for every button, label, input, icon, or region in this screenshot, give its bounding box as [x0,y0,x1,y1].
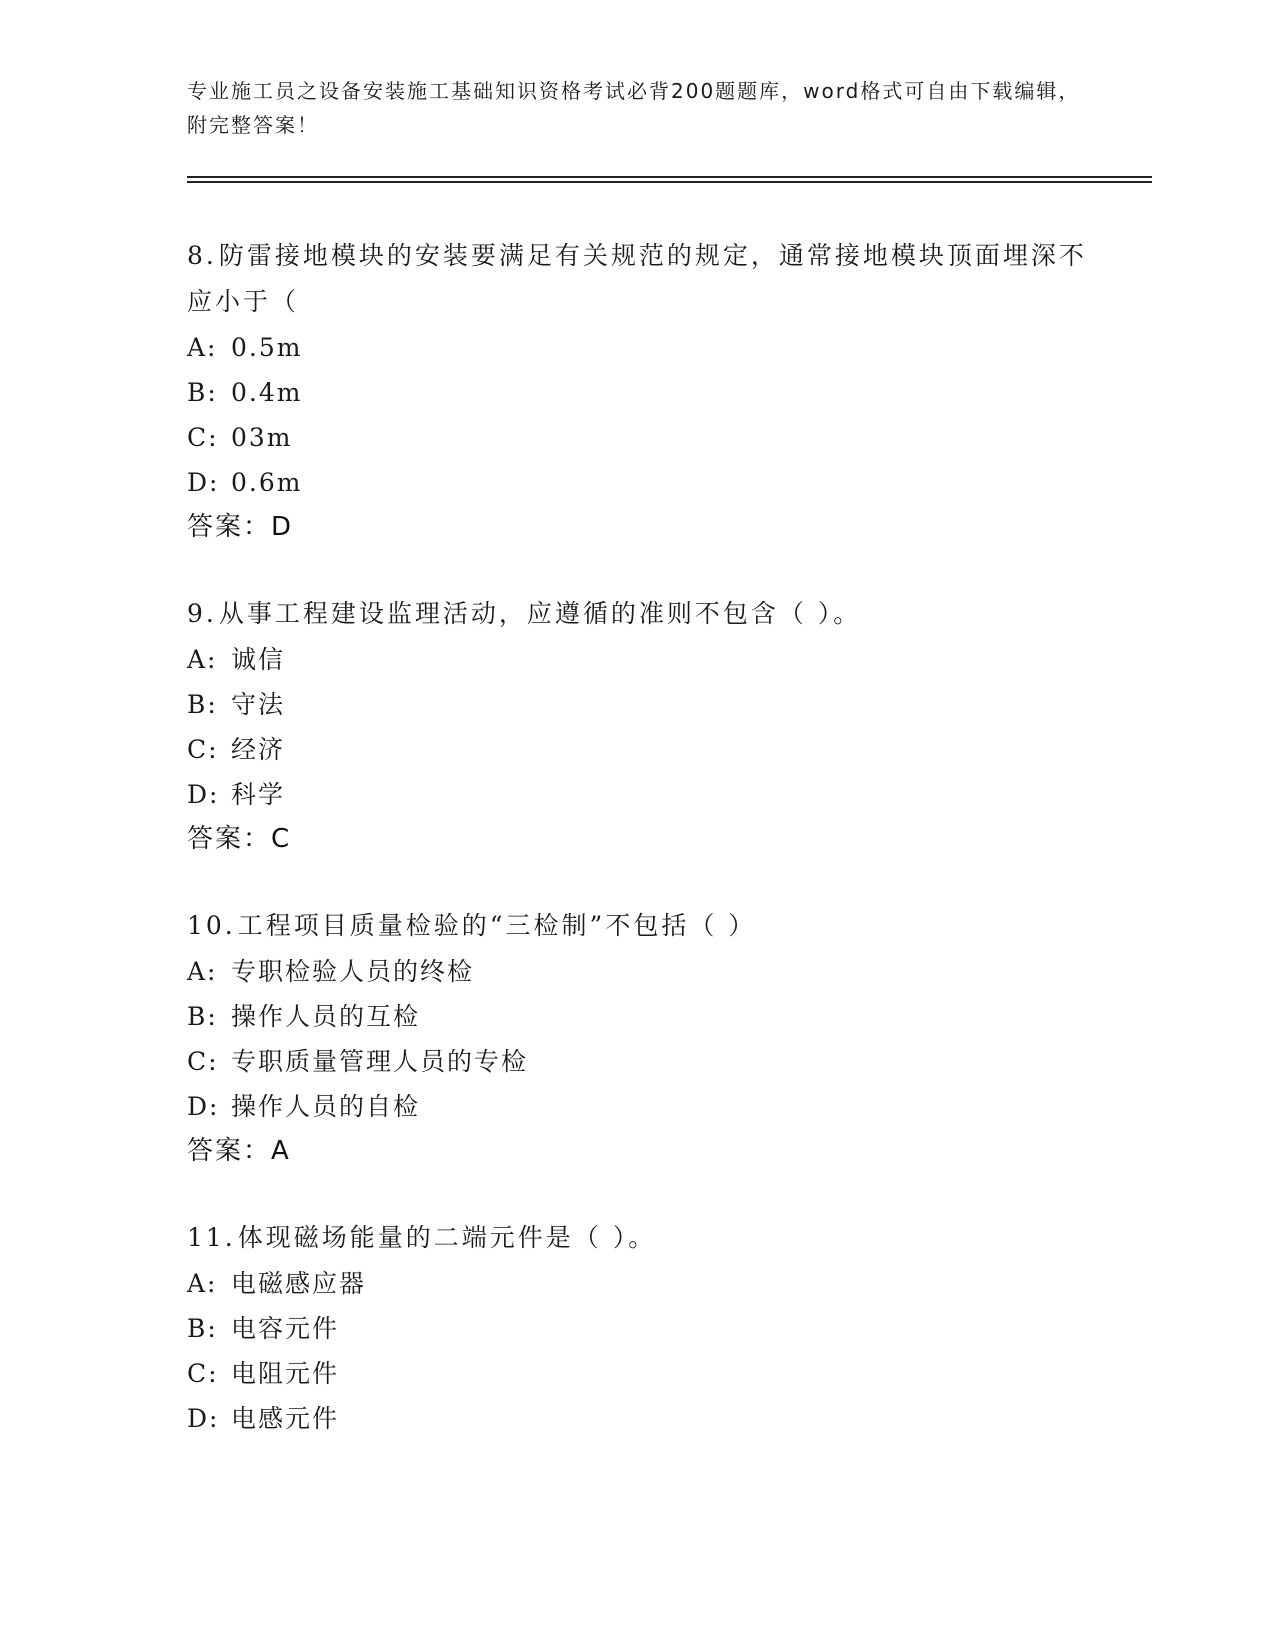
question-stem: 从事工程建设监理活动，应遵循的准则不包含（ ）。 [218,599,862,628]
question-list [187,233,1107,1482]
option-label: A: [187,645,218,674]
option-text: 0.5m [231,333,303,362]
option-text: 操作人员的自检 [231,1092,421,1121]
option-label: B: [187,378,218,407]
option-d [187,1084,1107,1129]
option-label: C: [187,1359,219,1388]
option-label: C: [187,423,219,452]
header-divider-bottom [187,181,1152,183]
option-label: A: [187,333,218,362]
option-label: C: [187,735,219,764]
question-number: 10. [187,911,236,940]
option-text: 电容元件 [231,1314,340,1343]
option-text: 03m [231,423,293,452]
option-d [187,460,1107,505]
option-label: D: [187,780,220,809]
option-text: 0.6m [231,468,303,497]
option-text: 专职检验人员的终检 [231,957,475,986]
question-text [187,903,1107,949]
option-text: 0.4m [231,378,303,407]
option-b [187,994,1107,1039]
option-c [187,415,1107,460]
option-text: 守法 [231,690,286,719]
question-number: 8. [187,241,217,270]
option-a [187,325,1107,370]
option-text: 诚信 [231,645,286,674]
option-d [187,772,1107,817]
option-text: 操作人员的互检 [231,1002,421,1031]
option-c [187,1351,1107,1396]
option-b [187,370,1107,415]
question-stem: 体现磁场能量的二端元件是（ ）。 [237,1223,657,1252]
option-label: D: [187,468,220,497]
option-text: 科学 [231,780,286,809]
option-label: D: [187,1092,220,1121]
question-text [187,591,1107,637]
option-label: B: [187,1002,218,1031]
question-item [187,1215,1107,1441]
answer-line: 答案：C [187,824,292,854]
option-a [187,637,1107,682]
question-text [187,233,1107,325]
question-item [187,903,1107,1174]
question-number: 9. [187,599,217,628]
header-divider-top [187,176,1152,178]
option-text: 经济 [231,735,286,764]
option-text: 电感元件 [231,1404,340,1433]
option-text: 电阻元件 [231,1359,340,1388]
option-label: B: [187,1314,218,1343]
option-label: D: [187,1404,220,1433]
option-d [187,1396,1107,1441]
question-number: 11. [187,1223,236,1252]
document-header: 专业施工员之设备安装施工基础知识资格考试必背200题题库，word格式可自由下载编辑，附完整答案！ [187,79,1081,137]
option-text: 专职质量管理人员的专检 [231,1047,529,1076]
option-b [187,1306,1107,1351]
question-text [187,1215,1107,1261]
answer-line: 答案：A [187,1136,291,1166]
option-text: 电磁感应器 [231,1269,367,1298]
option-label: B: [187,690,218,719]
option-b [187,682,1107,727]
option-c [187,727,1107,772]
option-a [187,949,1107,994]
option-label: C: [187,1047,219,1076]
question-stem: 防雷接地模块的安装要满足有关规范的规定，通常接地模块顶面埋深不应小于（ [187,241,1087,316]
option-c [187,1039,1107,1084]
option-a [187,1261,1107,1306]
option-label: A: [187,957,218,986]
question-stem: 工程项目质量检验的“三检制”不包括（ ） [237,911,757,940]
question-item [187,591,1107,862]
question-item [187,233,1107,550]
answer-line: 答案：D [187,512,294,542]
option-label: A: [187,1269,218,1298]
